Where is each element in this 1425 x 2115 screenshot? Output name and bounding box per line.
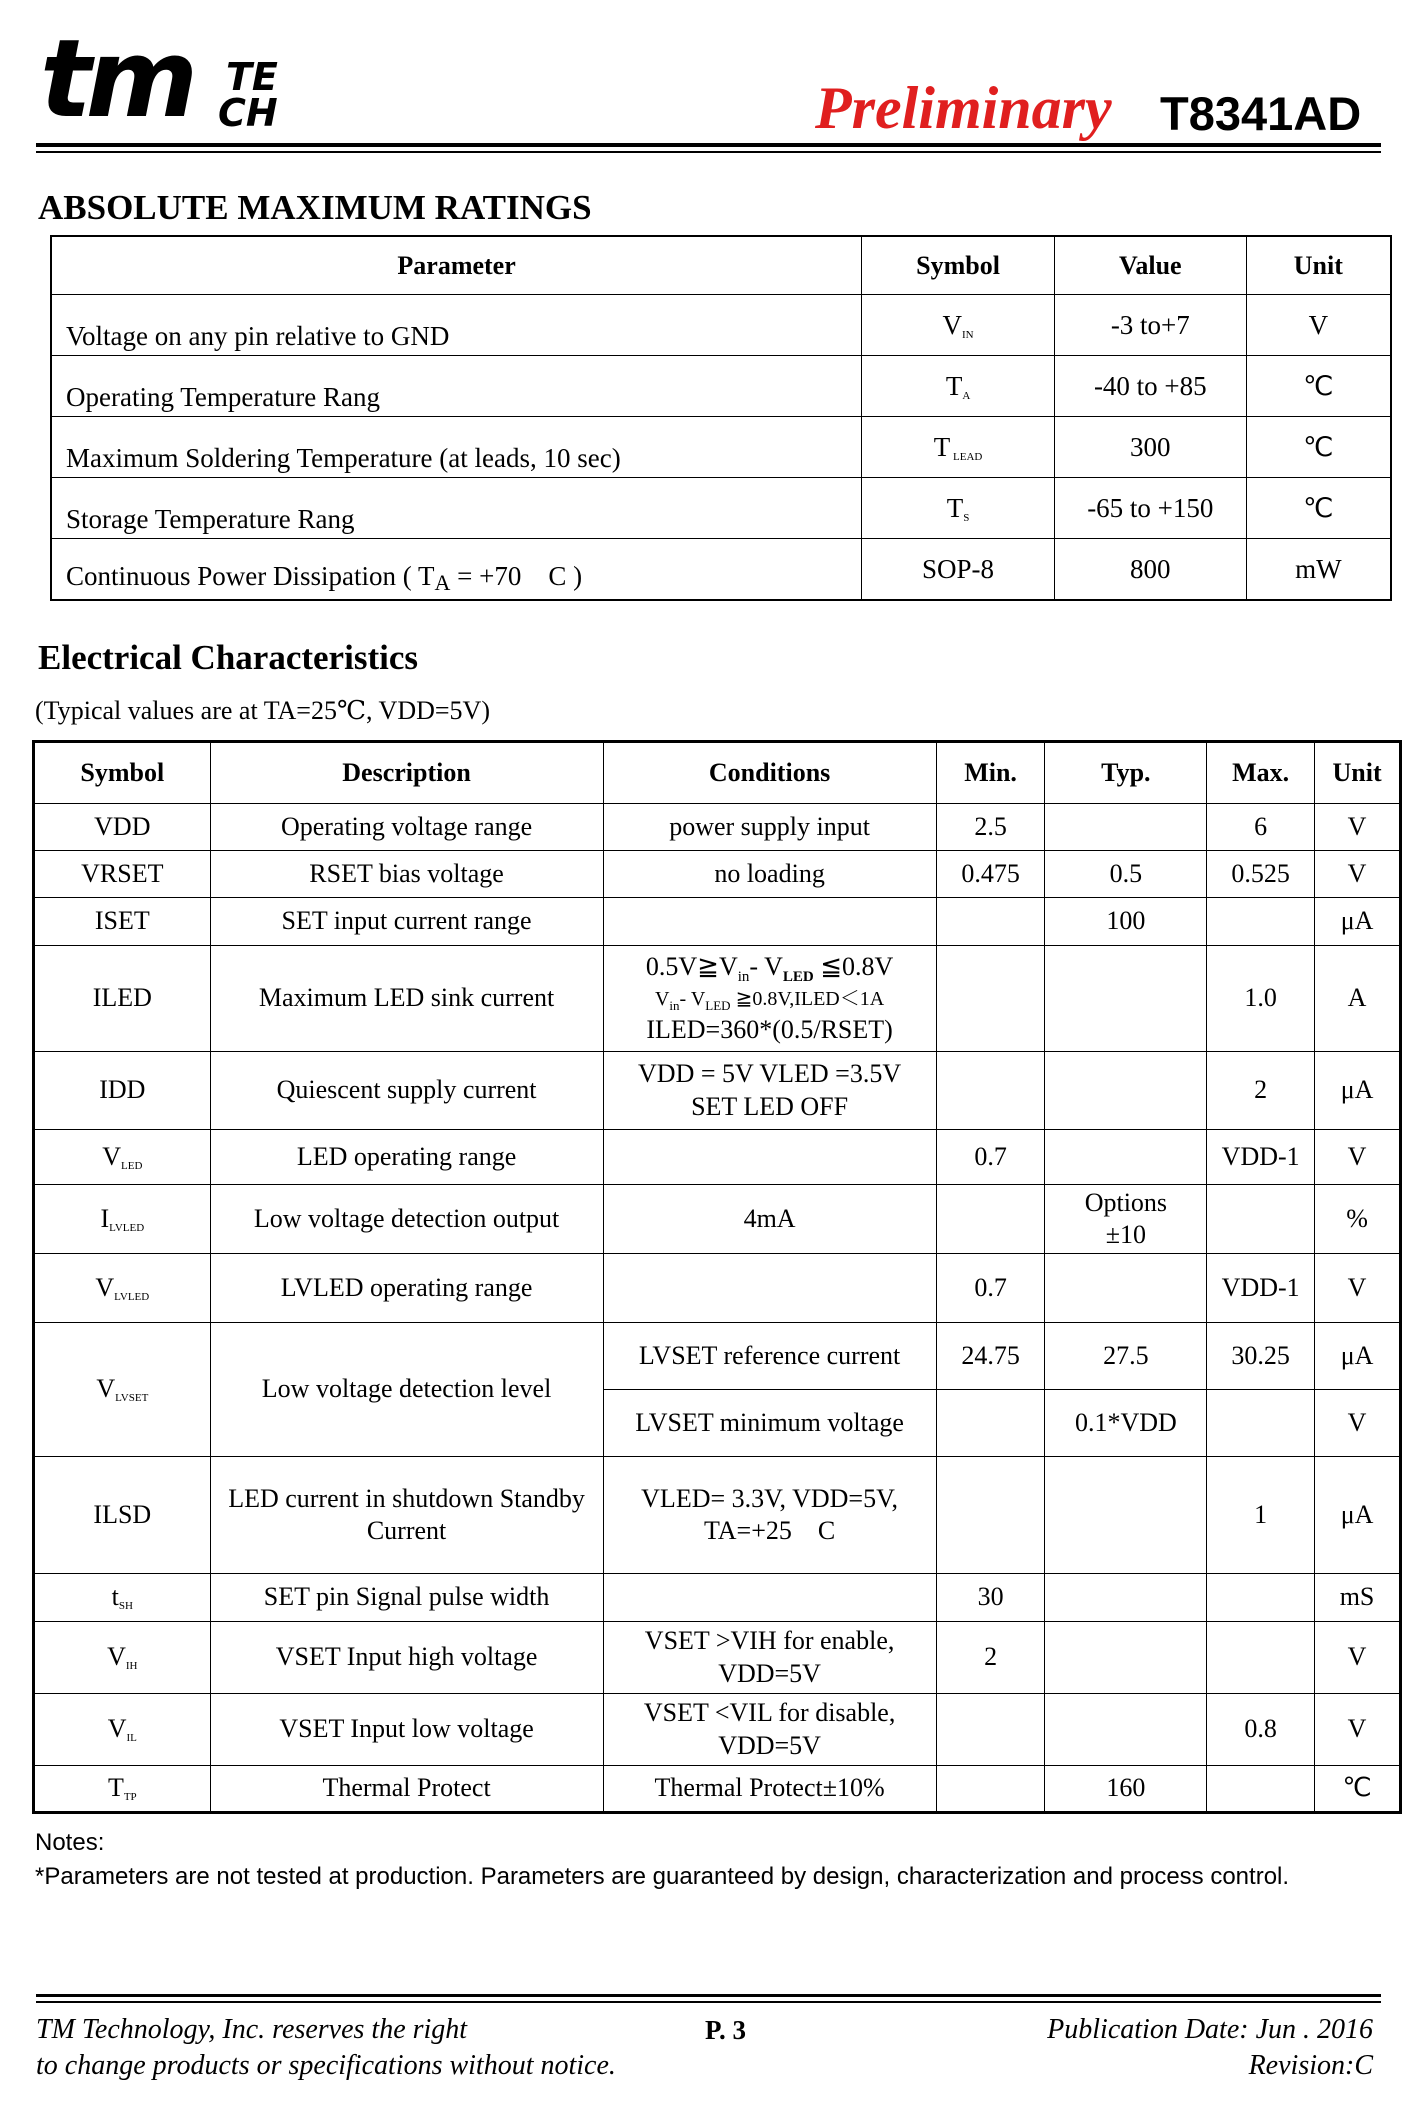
ec-unit: mS xyxy=(1315,1574,1401,1622)
ec-max xyxy=(1207,1390,1315,1457)
ec-unit: V xyxy=(1315,851,1401,898)
ec-conditions: LVSET reference current xyxy=(603,1323,936,1390)
ec-header-max: Max. xyxy=(1207,742,1315,804)
amr-parameter: Voltage on any pin relative to GND xyxy=(51,295,862,356)
ec-unit: % xyxy=(1315,1185,1401,1254)
ec-description: Maximum LED sink current xyxy=(210,946,603,1052)
table-row xyxy=(34,1185,1401,1254)
ec-table xyxy=(32,740,1402,1814)
table-row xyxy=(34,946,1401,1052)
ec-min xyxy=(936,1766,1045,1813)
ec-typ xyxy=(1045,1574,1207,1622)
ec-description: VSET Input low voltage xyxy=(210,1694,603,1766)
ec-typ xyxy=(1045,1622,1207,1694)
ec-condition-line: $V_{in}-$ $V_{LED}$ ≧0.8V,ILED＜1A xyxy=(654,987,885,1013)
logo-ch: CH xyxy=(218,91,278,135)
amr-header-row xyxy=(51,236,1391,295)
ec-unit: ℃ xyxy=(1315,1766,1401,1813)
ec-description: Low voltage detection output xyxy=(210,1185,603,1254)
ec-description: Thermal Protect xyxy=(210,1766,603,1813)
ec-title: Electrical Characteristics xyxy=(38,638,418,677)
amr-value: -3 to+7 xyxy=(1054,295,1246,356)
ec-header-min: Min. xyxy=(936,742,1045,804)
footer-rule-thin xyxy=(36,2001,1381,2003)
table-row xyxy=(34,1052,1401,1130)
ec-header-symbol: Symbol xyxy=(34,742,211,804)
ec-header-description: Description xyxy=(210,742,603,804)
ec-symbol: VRSET xyxy=(34,851,211,898)
ec-typ xyxy=(1045,1694,1207,1766)
amr-header-parameter: Parameter xyxy=(51,236,862,295)
ec-max: VDD-1 xyxy=(1207,1130,1315,1185)
table-row xyxy=(51,539,1391,601)
ec-max xyxy=(1207,898,1315,946)
ec-unit: V xyxy=(1315,804,1401,851)
ec-min: 24.75 xyxy=(936,1323,1045,1390)
ec-typ xyxy=(1045,1052,1207,1130)
table-row xyxy=(34,1254,1401,1323)
amr-unit: mW xyxy=(1246,539,1391,601)
ec-unit: μA xyxy=(1315,1457,1401,1574)
ec-conditions: VSET <VIL for disable, VDD=5V xyxy=(603,1694,936,1766)
table-row xyxy=(51,417,1391,478)
table-row xyxy=(51,295,1391,356)
ec-description: VSET Input high voltage xyxy=(210,1622,603,1694)
ec-typ xyxy=(1045,1254,1207,1323)
ec-typ xyxy=(1045,946,1207,1052)
ec-min xyxy=(936,1390,1045,1457)
header-rule-thin xyxy=(36,151,1381,153)
table-row xyxy=(34,1694,1401,1766)
ec-unit: V xyxy=(1315,1622,1401,1694)
ec-conditions xyxy=(603,898,936,946)
ec-min: 0.475 xyxy=(936,851,1045,898)
amr-parameter: Operating Temperature Rang xyxy=(51,356,862,417)
ec-symbol: $V_{LVLED}$ xyxy=(34,1254,211,1323)
amr-parameter: Storage Temperature Rang xyxy=(51,478,862,539)
ec-conditions: Thermal Protect±10% xyxy=(603,1766,936,1813)
ec-symbol: ILSD xyxy=(34,1457,211,1574)
notes-text: *Parameters are not tested at production. Parameters are guaranteed by design, characterization and process control. xyxy=(35,1863,1290,1890)
ec-conditions: VSET >VIH for enable, VDD=5V xyxy=(603,1622,936,1694)
notes-label: Notes: xyxy=(35,1829,105,1856)
ec-description: LED current in shutdown Standby Current xyxy=(210,1457,603,1574)
ec-unit: A xyxy=(1315,946,1401,1052)
table-row xyxy=(34,1323,1401,1390)
ec-symbol: $t_{SH}$ xyxy=(34,1574,211,1622)
notes xyxy=(35,1826,1289,1894)
ec-description: RSET bias voltage xyxy=(210,851,603,898)
amr-symbol: SOP-8 xyxy=(862,539,1055,601)
amr-unit: V xyxy=(1246,295,1391,356)
ec-min xyxy=(936,898,1045,946)
amr-parameter: Continuous Power Dissipation ( $T_A = +70$ C ) xyxy=(51,539,862,601)
amr-symbol: T $_{LEAD}$ xyxy=(862,417,1055,478)
company-logo xyxy=(40,17,278,142)
ec-conditions xyxy=(603,946,936,1052)
ec-conditions: 4mA xyxy=(603,1185,936,1254)
ec-typ xyxy=(1045,1130,1207,1185)
ec-description: SET input current range xyxy=(210,898,603,946)
ec-max: 30.25 xyxy=(1207,1323,1315,1390)
ec-typ: 0.1*VDD xyxy=(1045,1390,1207,1457)
table-row xyxy=(34,1130,1401,1185)
amr-header-unit: Unit xyxy=(1246,236,1391,295)
ec-subtitle: (Typical values are at TA=25℃, VDD=5V) xyxy=(35,696,490,725)
table-row xyxy=(51,356,1391,417)
ec-typ: Options ±10 xyxy=(1045,1185,1207,1254)
ec-symbol: $V_{LVSET}$ xyxy=(34,1323,211,1457)
amr-symbol: $V_{IN}$ xyxy=(862,295,1055,356)
amr-value: 300 xyxy=(1054,417,1246,478)
ec-max: 1 xyxy=(1207,1457,1315,1574)
ec-conditions xyxy=(603,1130,936,1185)
ec-description: LVLED operating range xyxy=(210,1254,603,1323)
amr-table xyxy=(50,235,1392,601)
ec-conditions xyxy=(603,1254,936,1323)
table-row xyxy=(34,898,1401,946)
page-number: P. 3 xyxy=(705,2015,747,2045)
ec-max: 0.8 xyxy=(1207,1694,1315,1766)
ec-min: 2.5 xyxy=(936,804,1045,851)
footer-disclaimer: TM Technology, Inc. reserves the right to change products or specifications without notice. xyxy=(36,2014,616,2081)
ec-header-row xyxy=(34,742,1401,804)
amr-header-value: Value xyxy=(1054,236,1246,295)
ec-condition-line: $0.5V≧V_{in}-$ $V_{LED}$ ≦0.8V xyxy=(645,951,894,985)
ec-symbol: VDD xyxy=(34,804,211,851)
ec-description: LED operating range xyxy=(210,1130,603,1185)
ec-conditions: no loading xyxy=(603,851,936,898)
ec-symbol: ILED xyxy=(34,946,211,1052)
ec-conditions: LVSET minimum voltage xyxy=(603,1390,936,1457)
ec-min: 0.7 xyxy=(936,1130,1045,1185)
ec-min xyxy=(936,1052,1045,1130)
ec-min xyxy=(936,1457,1045,1574)
ec-conditions: VLED= 3.3V, VDD=5V, TA=+25 C xyxy=(603,1457,936,1574)
table-row xyxy=(34,851,1401,898)
ec-unit: V xyxy=(1315,1254,1401,1323)
ec-max: 2 xyxy=(1207,1052,1315,1130)
ec-max: 6 xyxy=(1207,804,1315,851)
ec-min xyxy=(936,1694,1045,1766)
amr-symbol: $T_A$ xyxy=(862,356,1055,417)
amr-header-symbol: Symbol xyxy=(862,236,1055,295)
ec-symbol: ISET xyxy=(34,898,211,946)
table-row xyxy=(34,1457,1401,1574)
ec-min: 0.7 xyxy=(936,1254,1045,1323)
ec-symbol: $V_{IH}$ xyxy=(34,1622,211,1694)
logo-tm: tm xyxy=(40,17,193,142)
ec-conditions: power supply input xyxy=(603,804,936,851)
ec-typ: 100 xyxy=(1045,898,1207,946)
ec-typ xyxy=(1045,804,1207,851)
amr-title: ABSOLUTE MAXIMUM RATINGS xyxy=(38,188,592,227)
ec-min: 2 xyxy=(936,1622,1045,1694)
ec-typ: 27.5 xyxy=(1045,1323,1207,1390)
ec-symbol: $I_{LVLED}$ xyxy=(34,1185,211,1254)
ec-header-conditions: Conditions xyxy=(603,742,936,804)
ec-typ: 0.5 xyxy=(1045,851,1207,898)
ec-unit: V xyxy=(1315,1130,1401,1185)
ec-description: Quiescent supply current xyxy=(210,1052,603,1130)
ec-max: 1.0 xyxy=(1207,946,1315,1052)
ec-header-unit: Unit xyxy=(1315,742,1401,804)
amr-parameter: Maximum Soldering Temperature (at leads, 10 sec) xyxy=(51,417,862,478)
ec-min xyxy=(936,1185,1045,1254)
ec-description: SET pin Signal pulse width xyxy=(210,1574,603,1622)
amr-unit: ℃ xyxy=(1246,417,1391,478)
ec-symbol: $V_{IL}$ xyxy=(34,1694,211,1766)
ec-max: 0.525 xyxy=(1207,851,1315,898)
ec-max: VDD-1 xyxy=(1207,1254,1315,1323)
table-row xyxy=(34,804,1401,851)
ec-max xyxy=(1207,1185,1315,1254)
status-label: Preliminary xyxy=(815,75,1112,141)
table-row xyxy=(34,1574,1401,1622)
footer-rule-thick xyxy=(36,1994,1381,1997)
ec-min xyxy=(936,946,1045,1052)
amr-value: -40 to +85 xyxy=(1054,356,1246,417)
ec-unit: V xyxy=(1315,1390,1401,1457)
ec-description: Low voltage detection level xyxy=(210,1323,603,1457)
amr-unit: ℃ xyxy=(1246,356,1391,417)
ec-unit: V xyxy=(1315,1694,1401,1766)
ec-conditions: VDD = 5V VLED =3.5V SET LED OFF xyxy=(603,1052,936,1130)
ec-max xyxy=(1207,1766,1315,1813)
ec-conditions xyxy=(603,1574,936,1622)
table-row xyxy=(51,478,1391,539)
ec-min: 30 xyxy=(936,1574,1045,1622)
table-row xyxy=(34,1766,1401,1813)
ec-header-typ: Typ. xyxy=(1045,742,1207,804)
ec-unit: μA xyxy=(1315,898,1401,946)
amr-symbol: $T_S$ xyxy=(862,478,1055,539)
ec-typ xyxy=(1045,1457,1207,1574)
header-rule-thick xyxy=(36,143,1381,147)
ec-max xyxy=(1207,1574,1315,1622)
ec-symbol: $V_{LED}$ xyxy=(34,1130,211,1185)
amr-unit: ℃ xyxy=(1246,478,1391,539)
ec-unit: μA xyxy=(1315,1323,1401,1390)
ec-condition-line: ILED=360*(0.5/RSET) xyxy=(646,1014,893,1044)
ec-symbol: IDD xyxy=(34,1052,211,1130)
table-row xyxy=(34,1622,1401,1694)
part-number: T8341AD xyxy=(1160,87,1362,140)
amr-value: -65 to +150 xyxy=(1054,478,1246,539)
logo-te: TE xyxy=(226,55,278,99)
amr-value: 800 xyxy=(1054,539,1246,601)
ec-description: Operating voltage range xyxy=(210,804,603,851)
footer-publication: Publication Date: Jun . 2016 Revision:C xyxy=(1047,2014,1373,2081)
ec-unit: μA xyxy=(1315,1052,1401,1130)
ec-typ: 160 xyxy=(1045,1766,1207,1813)
ec-symbol: $T_{TP}$ xyxy=(34,1766,211,1813)
ec-max xyxy=(1207,1622,1315,1694)
